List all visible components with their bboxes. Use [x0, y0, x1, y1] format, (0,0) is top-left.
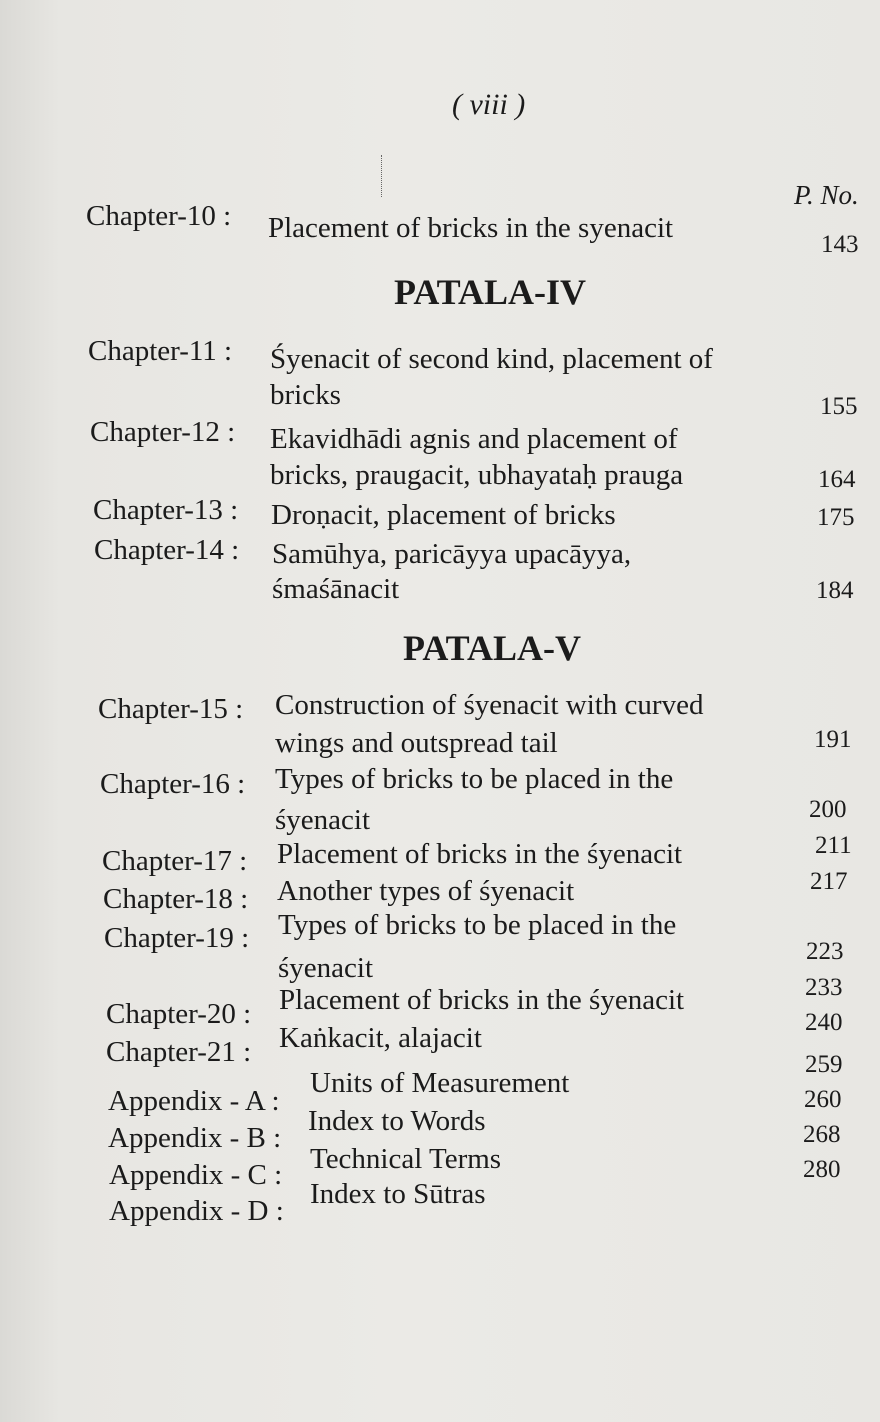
entry-title-line: śyenacit [278, 952, 374, 984]
entry-title-line: śyenacit [275, 804, 371, 836]
entry-page-number: 164 [818, 466, 856, 493]
page-number: ( viii ) [452, 88, 526, 121]
entry-page-number: 223 [806, 938, 844, 965]
entry-title-line: Types of bricks to be placed in the [278, 909, 677, 941]
section-heading: PATALA-V [403, 628, 581, 668]
entry-title-line: Droṇacit, placement of bricks [271, 499, 616, 531]
entry-page-number: 233 [805, 974, 843, 1001]
entry-page-number: 217 [810, 868, 848, 895]
entry-page-number: 184 [816, 577, 854, 604]
entry-page-number: 268 [803, 1121, 841, 1148]
entry-title-line: Placement of bricks in the syenacit [268, 212, 674, 244]
entry-page-number: 211 [815, 832, 852, 859]
entry-title-line: Units of Measurement [310, 1067, 570, 1099]
entry-title-line: Technical Terms [310, 1143, 502, 1175]
entry-label: Chapter-17 : [102, 845, 248, 877]
entry-label: Appendix - D : [109, 1195, 284, 1227]
entry-title-line: śmaśānacit [272, 573, 400, 605]
entry-label: Chapter-14 : [94, 534, 240, 566]
entry-page-number: 143 [821, 231, 859, 258]
entry-title-line: Placement of bricks in the śyenacit [279, 984, 685, 1016]
entry-page-number: 259 [805, 1051, 843, 1078]
entry-title-line: bricks, praugacit, ubhayataḥ prauga [270, 459, 684, 491]
entry-title-line: Śyenacit of second kind, placement of [270, 343, 713, 375]
entry-title-line: Kaṅkacit, alajacit [279, 1022, 482, 1054]
entry-page-number: 200 [809, 796, 847, 823]
entry-title-line: wings and outspread tail [275, 727, 558, 759]
entry-label: Chapter-15 : [98, 693, 244, 725]
entry-title-line: Another types of śyenacit [277, 875, 575, 907]
entry-title-line: Index to Sūtras [310, 1178, 486, 1210]
entry-page-number: 260 [804, 1086, 842, 1113]
entry-page-number: 240 [805, 1009, 843, 1036]
entry-title-line: Ekavidhādi agnis and placement of [270, 423, 678, 455]
entry-label: Chapter-16 : [100, 768, 246, 800]
entry-title-line: Types of bricks to be placed in the [275, 763, 674, 795]
entry-page-number: 280 [803, 1156, 841, 1183]
entry-page-number: 155 [820, 393, 858, 420]
page-column-header: P. No. [794, 180, 859, 210]
entry-label: Chapter-13 : [93, 494, 239, 526]
entry-label: Chapter-10 : [86, 200, 232, 232]
entry-title-line: Placement of bricks in the śyenacit [277, 838, 683, 870]
entry-label: Chapter-20 : [106, 998, 252, 1030]
entry-label: Appendix - A : [108, 1085, 280, 1117]
entry-title-line: Index to Words [308, 1105, 486, 1137]
entry-page-number: 175 [817, 504, 855, 531]
entry-title-line: Construction of śyenacit with curved [275, 689, 704, 721]
entry-label: Appendix - C : [109, 1159, 283, 1191]
entry-label: Chapter-21 : [106, 1036, 252, 1068]
entry-title-line: bricks [270, 379, 341, 411]
entry-label: Chapter-12 : [90, 416, 236, 448]
entry-label: Chapter-19 : [104, 922, 250, 954]
entry-label: Chapter-11 : [88, 335, 233, 367]
entry-label: Appendix - B : [108, 1122, 282, 1154]
entry-title-line: Samūhya, paricāyya upacāyya, [272, 538, 632, 570]
entry-page-number: 191 [814, 726, 852, 753]
divider-mark [381, 155, 383, 197]
section-heading: PATALA-IV [394, 272, 586, 312]
entry-label: Chapter-18 : [103, 883, 249, 915]
